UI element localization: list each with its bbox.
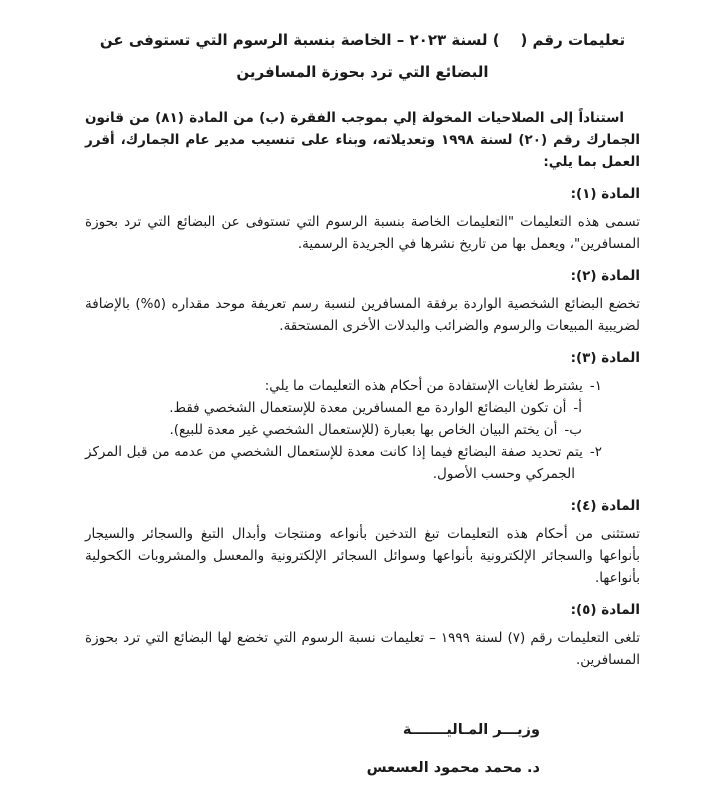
preamble-paragraph: استناداً إلى الصلاحيات المخولة إلي بموجب الفقرة (ب) من المادة (٨١) من قانون الجمارك رقم (٢٠) لسنة ١٩٩٨ وتعديلاته، وبناء على تنسيب مدير عام الجمارك، أقرر العمل بما يلي:: [85, 110, 640, 170]
article-2: [85, 265, 640, 337]
document-title-line-1: تعليمات رقم ( ) لسنة ٢٠٢٣ – الخاصة بنسبة الرسوم التي تستوفى عن: [99, 31, 626, 49]
article-1-body: تسمى هذه التعليمات "التعليمات الخاصة بنسبة الرسوم التي تستوفى عن البضائع التي ترد بحوزة المسافرين"، ويعمل بها من تاريخ نشرها في الجريدة الرسمية.: [85, 214, 640, 252]
document-title: [85, 24, 640, 88]
signature-block: [340, 719, 540, 779]
list-item-1-text: يشترط لغايات الإستفادة من أحكام هذه التعليمات ما يلي:: [264, 378, 583, 394]
article-5-body: تلغى التعليمات رقم (٧) لسنة ١٩٩٩ – تعليمات نسبة الرسوم التي تخضع لها البضائع التي ترد بحوزة المسافرين.: [85, 630, 640, 668]
list-item-1a-text: أن تكون البضائع الواردة مع المسافرين معدة للإستعمال الشخصي فقط.: [169, 400, 567, 416]
article-2-body: تخضع البضائع الشخصية الواردة برفقة المسافرين لنسبة رسم تعريفة موحد مقداره (٥%) بالإضافة لضريبية المبيعات والرسوم والضرائب والبدلات الأخرى المستحقة.: [85, 296, 640, 334]
list-item-1a-marker: أ-: [573, 400, 582, 416]
list-item-2: [85, 441, 640, 485]
list-item-1b-text: أن يختم البيان الخاص بها بعبارة (للإستعمال الشخصي غير معدة للبيع).: [169, 422, 558, 438]
signature-name: د. محمد محمود العسعس: [366, 760, 540, 776]
list-item-1a: [85, 397, 640, 419]
list-item-1b-marker: ب-: [564, 422, 582, 438]
article-2-heading: المادة (٢):: [570, 268, 640, 284]
article-4-body: تستثنى من أحكام هذه التعليمات تبغ التدخين بأنواعه ومنتجات وأبدال التبغ والسجائر والسيجار بأنواعها والسجائر الإلكترونية بأنواعها وسوائل السجائر الإلكترونية والمعسل والمشروبات الكحولية بأنواعها.: [85, 526, 640, 586]
article-3: [85, 347, 640, 485]
article-1: [85, 183, 640, 255]
document-title-line-2: البضائع التي ترد بحوزة المسافرين: [236, 63, 489, 81]
article-4: [85, 495, 640, 589]
list-item-1b: [85, 419, 640, 441]
article-3-heading: المادة (٣):: [570, 350, 640, 366]
article-5-heading: المادة (٥):: [570, 602, 640, 618]
list-item-2-text: يتم تحديد صفة البضائع فيما إذا كانت معدة للإستعمال الشخصي من عدمه من قبل المركز الجمركي وحسب الأصول.: [85, 444, 583, 482]
article-1-heading: المادة (١):: [570, 186, 640, 202]
article-5: [85, 599, 640, 671]
list-item-1-marker: ١-: [589, 378, 602, 394]
list-item-2-marker: ٢-: [589, 444, 602, 460]
signature-title: وزيـــر المـاليـــــــة: [402, 722, 540, 738]
article-3-list: [85, 375, 640, 485]
article-4-heading: المادة (٤):: [570, 498, 640, 514]
list-item-1: [85, 375, 640, 397]
